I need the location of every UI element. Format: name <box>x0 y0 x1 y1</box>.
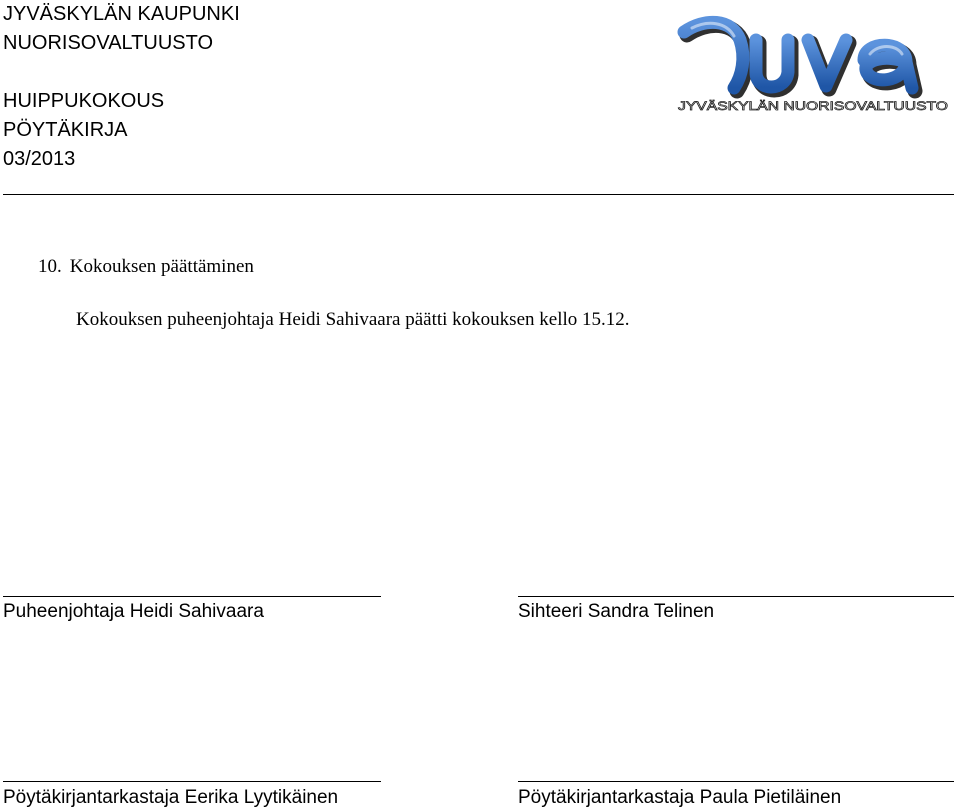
signature-chair: Puheenjohtaja Heidi Sahivaara <box>3 601 264 622</box>
signature-line <box>518 781 954 782</box>
signature-line <box>518 596 954 597</box>
nuva-logo-mark <box>684 22 915 91</box>
signature-inspector-2: Pöytäkirjantarkastaja Paula Pietiläinen <box>518 787 842 808</box>
section-title: Kokouksen päättäminen <box>69 256 254 277</box>
organization-name: JYVÄSKYLÄN KAUPUNKI <box>3 3 240 25</box>
nuva-logo <box>674 10 954 118</box>
signature-inspector-1: Pöytäkirjantarkastaja Eerika Lyytikäinen <box>3 787 339 808</box>
section-heading <box>38 255 254 279</box>
document-type: PÖYTÄKIRJA <box>3 119 128 141</box>
signature-line <box>3 596 381 597</box>
section-body: Kokouksen puheenjohtaja Heidi Sahivaara päätti kokouksen kello 15.12. <box>76 309 630 330</box>
section-number: 10. <box>38 256 62 277</box>
signature-secretary: Sihteeri Sandra Telinen <box>518 601 715 622</box>
department-name: NUORISOVALTUUSTO <box>3 32 214 54</box>
meeting-type: HUIPPUKOKOUS <box>3 90 165 112</box>
document-number: 03/2013 <box>3 148 76 170</box>
signature-line <box>3 781 381 782</box>
header-divider <box>3 194 954 195</box>
logo-subtitle: JYVÄSKYLÄN NUORISOVALTUUSTO <box>678 99 948 113</box>
